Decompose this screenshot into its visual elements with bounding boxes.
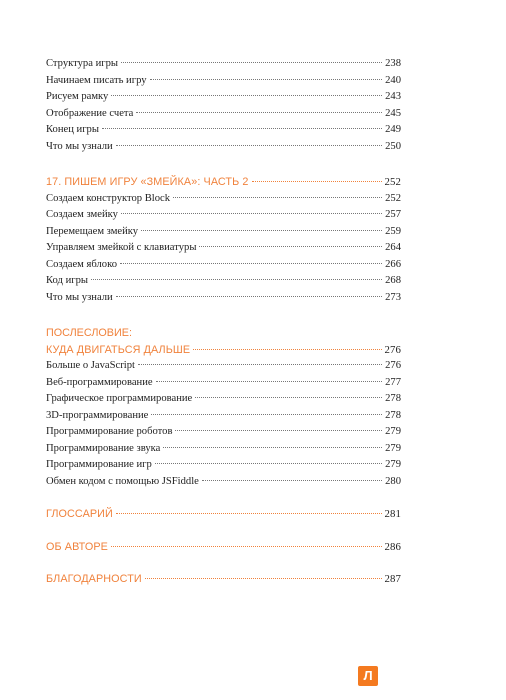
toc-entry[interactable]: [46, 207, 401, 224]
section-spacer: [46, 523, 401, 539]
dot-leader: [156, 380, 383, 382]
toc-entry[interactable]: [46, 106, 401, 123]
chapter-page: 286: [384, 540, 401, 553]
dot-leader: [141, 229, 382, 231]
toc-entry[interactable]: [46, 122, 401, 139]
toc-chapter-heading[interactable]: [46, 506, 401, 523]
toc-entry-title: Что мы узнали: [46, 291, 113, 303]
section-spacer: [46, 490, 401, 506]
dot-leader: [111, 94, 382, 96]
toc-entry-page: 264: [385, 242, 401, 253]
toc-entry-title: Создаем конструктор Block: [46, 192, 171, 204]
toc-entry-title: Программирование звука: [46, 442, 161, 454]
toc-entry-title: Отображение счета: [46, 107, 134, 119]
toc-entry[interactable]: [46, 457, 401, 474]
toc-entry-title: Больше о JavaScript: [46, 360, 135, 371]
toc-entry-page: 259: [385, 225, 401, 237]
toc-entry-page: 276: [385, 360, 401, 371]
toc-entry-page: 280: [385, 475, 401, 487]
toc-entry-title: 3D-программирование: [46, 409, 149, 421]
toc-chapter-heading[interactable]: [46, 174, 401, 191]
dot-leader: [150, 78, 383, 80]
toc-entry-title: Программирование игр: [46, 459, 152, 470]
toc-entry-title: Создаем яблоко: [46, 258, 117, 270]
toc-entry[interactable]: [46, 375, 401, 392]
toc-entry[interactable]: [46, 56, 401, 73]
chapter-page: 252: [384, 176, 401, 188]
toc-entry-page: 266: [385, 258, 401, 270]
toc-entry[interactable]: [46, 73, 401, 90]
dot-leader: [195, 396, 382, 398]
toc-entry[interactable]: [46, 441, 401, 458]
dot-leader: [121, 212, 382, 214]
toc-entry[interactable]: [46, 290, 401, 307]
dot-leader: [102, 127, 382, 129]
section-spacer: [46, 306, 401, 325]
chapter-title: ОБ АВТОРЕ: [46, 540, 108, 553]
toc-entry-title: Рисуем рамку: [46, 91, 109, 102]
toc-entry[interactable]: [46, 240, 401, 257]
toc-entry-page: 240: [385, 74, 401, 86]
chapter-title: 17. ПИШЕМ ИГРУ «ЗМЕЙКА»: ЧАСТЬ 2: [46, 176, 249, 188]
dot-leader: [252, 180, 382, 182]
toc-entry[interactable]: [46, 139, 401, 156]
dot-leader: [151, 413, 382, 415]
toc-entry-page: 257: [385, 209, 401, 220]
table-of-contents: [46, 56, 401, 588]
dot-leader: [163, 446, 382, 448]
toc-entry-page: 279: [385, 459, 401, 470]
toc-entry-page: 268: [385, 275, 401, 286]
chapter-title: БЛАГОДАРНОСТИ: [46, 573, 142, 585]
dot-leader: [155, 462, 382, 464]
toc-entry[interactable]: [46, 89, 401, 106]
toc-entry-page: 243: [385, 91, 401, 102]
toc-entry-page: 245: [385, 107, 401, 119]
dot-leader: [116, 512, 382, 514]
toc-chapter-heading[interactable]: [46, 539, 401, 556]
dot-leader: [173, 196, 382, 198]
toc-entry-page: 238: [385, 58, 401, 69]
toc-entry-title: Программирование роботов: [46, 426, 173, 437]
toc-entry-page: 279: [385, 442, 401, 454]
dot-leader: [121, 61, 382, 63]
labirint-logo-icon: Л: [358, 666, 378, 686]
chapter-title: ГЛОССАРИЙ: [46, 508, 113, 520]
toc-entry[interactable]: [46, 391, 401, 408]
dot-leader: [91, 278, 382, 280]
toc-entry-page: 273: [385, 291, 401, 303]
dot-leader: [175, 429, 382, 431]
toc-entry-page: 249: [385, 124, 401, 135]
dot-leader: [138, 363, 382, 365]
toc-entry-title: Веб-программирование: [46, 376, 153, 388]
dot-leader: [116, 144, 382, 146]
toc-entry[interactable]: [46, 224, 401, 241]
chapter-title: КУДА ДВИГАТЬСЯ ДАЛЬШЕ: [46, 343, 191, 356]
dot-leader: [120, 262, 382, 264]
toc-entry[interactable]: [46, 474, 401, 491]
dot-leader: [145, 577, 382, 579]
toc-entry-title: Что мы узнали: [46, 140, 113, 152]
toc-chapter-heading[interactable]: [46, 571, 401, 588]
toc-entry-title: Начинаем писать игру: [46, 74, 147, 86]
toc-entry[interactable]: [46, 358, 401, 375]
toc-entry[interactable]: [46, 273, 401, 290]
toc-entry-page: 278: [385, 393, 401, 404]
chapter-page: 276: [384, 343, 401, 356]
dot-leader: [199, 245, 382, 247]
dot-leader: [193, 348, 381, 350]
afterword-heading-line: ПОСЛЕСЛОВИЕ:: [46, 327, 132, 339]
toc-entry-title: Конец игры: [46, 124, 99, 135]
toc-entry-title: Код игры: [46, 275, 88, 286]
section-spacer: [46, 555, 401, 571]
toc-entry[interactable]: [46, 408, 401, 425]
dot-leader: [136, 111, 382, 113]
dot-leader: [111, 545, 382, 547]
toc-entry-page: 250: [385, 140, 401, 152]
toc-entry[interactable]: [46, 424, 401, 441]
toc-entry-title: Структура игры: [46, 58, 119, 69]
chapter-page: 287: [384, 573, 401, 585]
toc-entry-title: Графическое программирование: [46, 393, 193, 404]
toc-entry-title: Управляем змейкой с клавиатуры: [46, 242, 197, 253]
toc-entry[interactable]: [46, 191, 401, 208]
toc-entry-title: Создаем змейку: [46, 209, 118, 220]
chapter-page: 281: [384, 508, 401, 520]
toc-entry-page: 279: [385, 426, 401, 437]
dot-leader: [116, 295, 382, 297]
toc-chapter-heading[interactable]: [46, 342, 401, 359]
dot-leader: [202, 479, 382, 481]
section-spacer: [46, 155, 401, 174]
toc-entry-page: 278: [385, 409, 401, 421]
toc-entry[interactable]: [46, 257, 401, 274]
toc-entry-title: Обмен кодом с помощью JSFiddle: [46, 475, 199, 487]
toc-entry-page: 277: [385, 376, 401, 388]
toc-entry-page: 252: [385, 192, 401, 204]
toc-entry-title: Перемещаем змейку: [46, 225, 139, 237]
